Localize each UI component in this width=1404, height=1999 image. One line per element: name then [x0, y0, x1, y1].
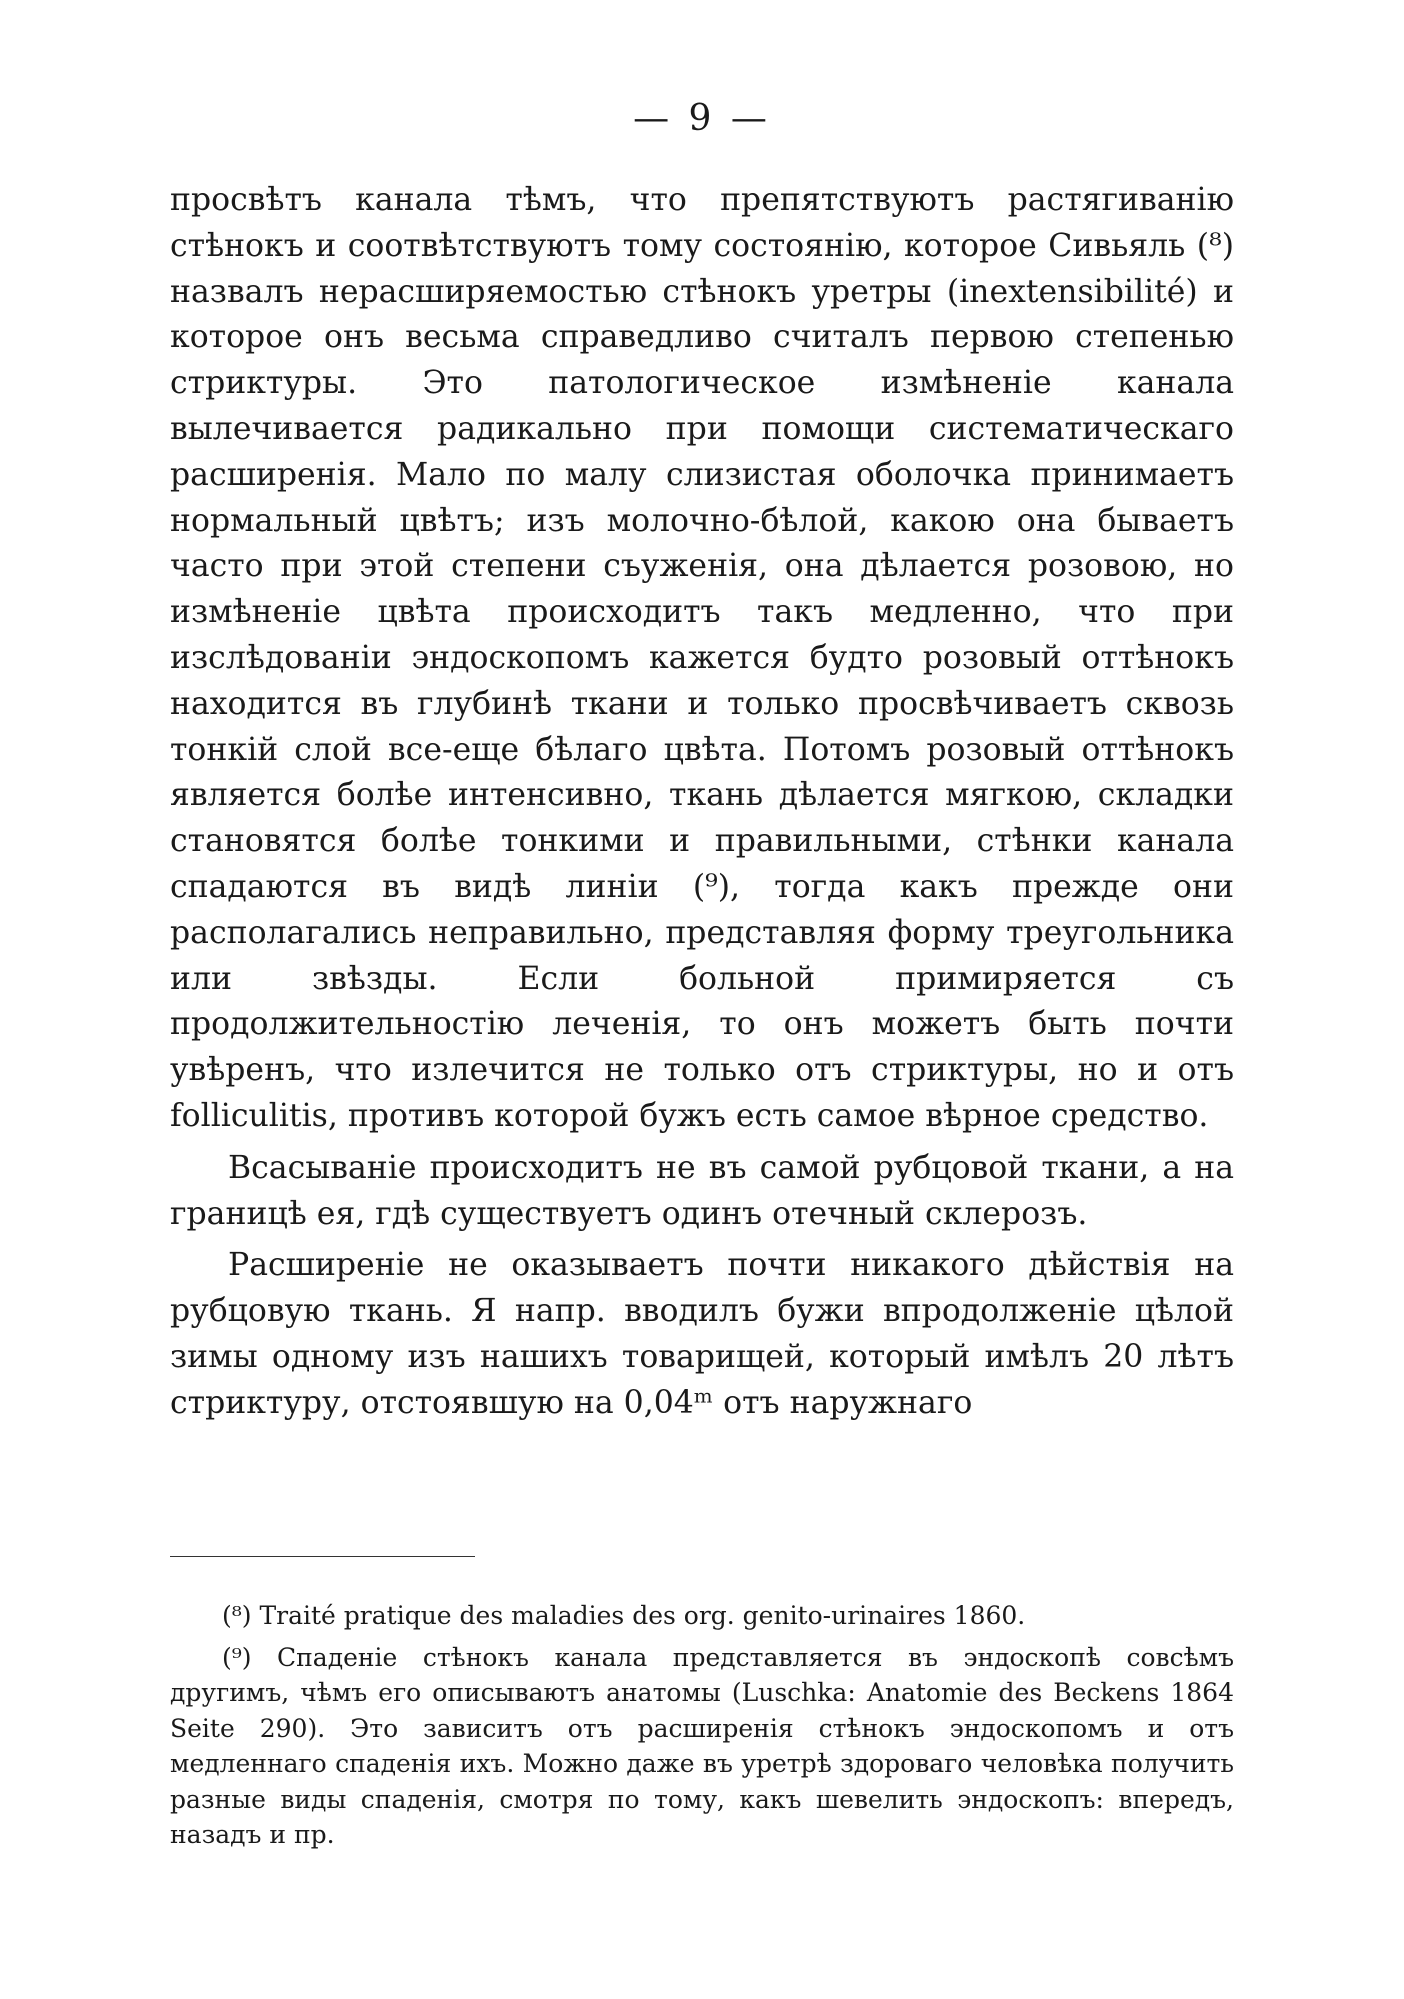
paragraph-1: просвѣтъ канала тѣмъ, что препятствуютъ растягиванію стѣнокъ и соотвѣтствуютъ тому состоянію, которое Сивьяль (⁸) назвалъ нерасширяемостью стѣнокъ уретры (inextensibilité) и которое онъ весьма справедливо считалъ первою степенью стриктуры. Это патологическое измѣненіе канала вылечивается радикально при помощи систематическаго расширенія. Мало по малу слизистая оболочка принимаетъ нормальный цвѣтъ; изъ молочно-бѣлой, какою она бываетъ часто при этой степени съуженія, она дѣлается розовою, но измѣненіе цвѣта происходитъ такъ медленно, что при изслѣдованіи эндоскопомъ кажется будто розовый оттѣнокъ находится въ глубинѣ ткани и только просвѣчиваетъ сквозь тонкій слой все-еще бѣлаго цвѣта. Потомъ розовый оттѣнокъ является болѣе интенсивно, ткань дѣлается мягкою, складки становятся болѣе тонкими и правильными, стѣнки канала спадаются въ видѣ линіи (⁹), тогда какъ прежде они располагались неправильно, представляя форму треугольника или звѣзды. Если больной примиряется съ продолжительностію леченія, то онъ можетъ быть почти увѣренъ, что излечится не только отъ стриктуры, но и отъ folliculitis, противъ которой бужъ есть самое вѣрное средство.	[170, 182, 1234, 1134]
page-number: — 9 —	[633, 98, 771, 139]
footnote-8: (⁸) Traité pratique des maladies des org. genito-urinaires 1860.	[222, 1601, 1026, 1630]
paragraph-2: Всасываніе происходитъ не въ самой рубцовой ткани, а на границѣ ея, гдѣ существуетъ одинъ отечный склерозъ.	[170, 1149, 1234, 1232]
main-text	[170, 178, 1234, 1427]
footnotes	[170, 1598, 1234, 1853]
footnote-divider	[170, 1556, 475, 1557]
paragraph-3: Расширеніе не оказываетъ почти никакого дѣйствія на рубцовую ткань. Я напр. вводилъ бужи впродолженіе цѣлой зимы одному изъ нашихъ товарищей, который имѣлъ 20 лѣтъ стриктуру, отстоявшую на 0,04ᵐ отъ наружнаго	[170, 1247, 1234, 1421]
footnote-9: (⁹) Спаденіе стѣнокъ канала представляется въ эндоскопѣ совсѣмъ другимъ, чѣмъ его описываютъ анатомы (Luschka: Anatomie des Beckens 1864 Seite 290). Это зависитъ отъ расширенія стѣнокъ эндоскопомъ и отъ медленнаго спаденія ихъ. Можно даже въ уретрѣ здороваго человѣка получить разные виды спаденія, смотря по тому, какъ шевелить эндоскопъ: впередъ, назадъ и пр.	[170, 1642, 1234, 1849]
